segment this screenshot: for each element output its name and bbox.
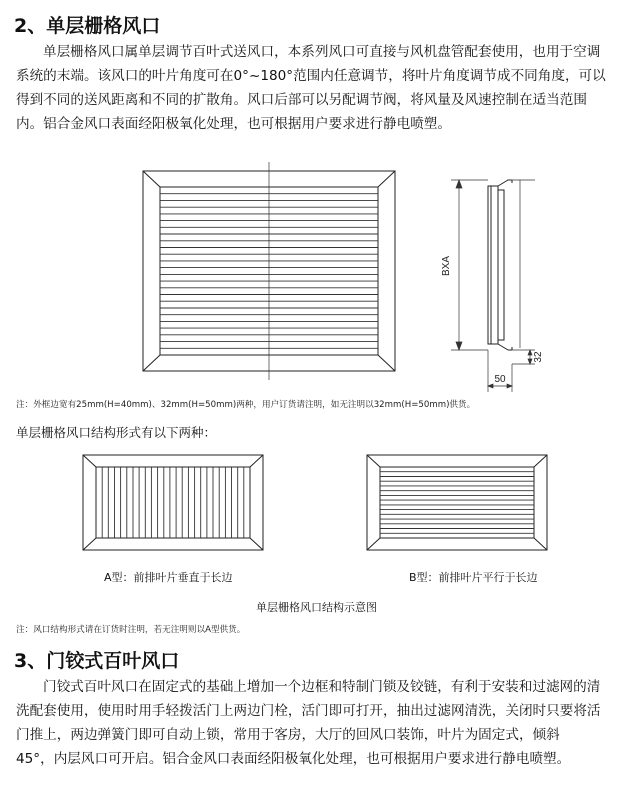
type-a-vertical-slats [102, 467, 244, 538]
dim-bxa-label: BXA [441, 255, 452, 277]
figure-caption: 单层栅格风口结构示意图 [256, 601, 377, 614]
dim-50-label: 50 [494, 374, 506, 385]
structure-order-note: 注：风口结构形式请在订货时注明，若无注明则以A型供货。 [16, 625, 246, 635]
frame-width-note: 注：外框边宽有25mm(H=40mm)、32mm(H=50mm)两种，用户订货请注明，如无注明以32mm(H=50mm)供货。 [16, 400, 476, 410]
dim-32-label: 32 [533, 351, 544, 363]
section-3-body: 门铰式百叶风口在固定式的基础上增加一个边框和特制门锁及铰链，有利于安装和过滤网的清洗配套使用，使用时用手轻拨活门上两边门栓，活门即可打开，抽出过滤网清洗，关闭时只要将活门推上，两边弹簧门即可自动上锁，常用于客房，大厅的回风口装饰，叶片为固定式，倾斜 45°，内层风口可开启。铝合金风口表面经阳极氧化处理，也可根据用户要求进行静电喷塑。 [16, 679, 601, 767]
grille-front-slats [160, 194, 378, 349]
type-b-caption: B型：前排叶片平行于长边 [409, 571, 538, 584]
section-3-title: 3、门铰式百叶风口 [14, 650, 180, 672]
grille-front-frame [143, 171, 395, 371]
section-2-title: 2、单层栅格风口 [14, 15, 161, 37]
type-a-frame [83, 455, 263, 550]
dimension-lines [451, 180, 535, 392]
type-b-horizontal-slats [380, 472, 534, 534]
type-b-frame [367, 455, 547, 550]
type-a-caption: A型：前排叶片垂直于长边 [104, 571, 233, 584]
section-2-body: 单层栅格风口属单层调节百叶式送风口，本系列风口可直接与风机盘管配套使用，也用于空调系统的末端。该风口的叶片角度可在0°~180°范围内任意调节，将叶片角度调节成不同角度，可以得到不同的送风距离和不同的扩散角。风口后部可以另配调节阀，将风量及风速控制在适当范围内。铝合金风口表面经阳极氧化处理，也可根据用户要求进行静电喷塑。 [16, 44, 606, 132]
structure-intro: 单层栅格风口结构形式有以下两种： [16, 425, 217, 440]
side-profile [488, 180, 512, 350]
